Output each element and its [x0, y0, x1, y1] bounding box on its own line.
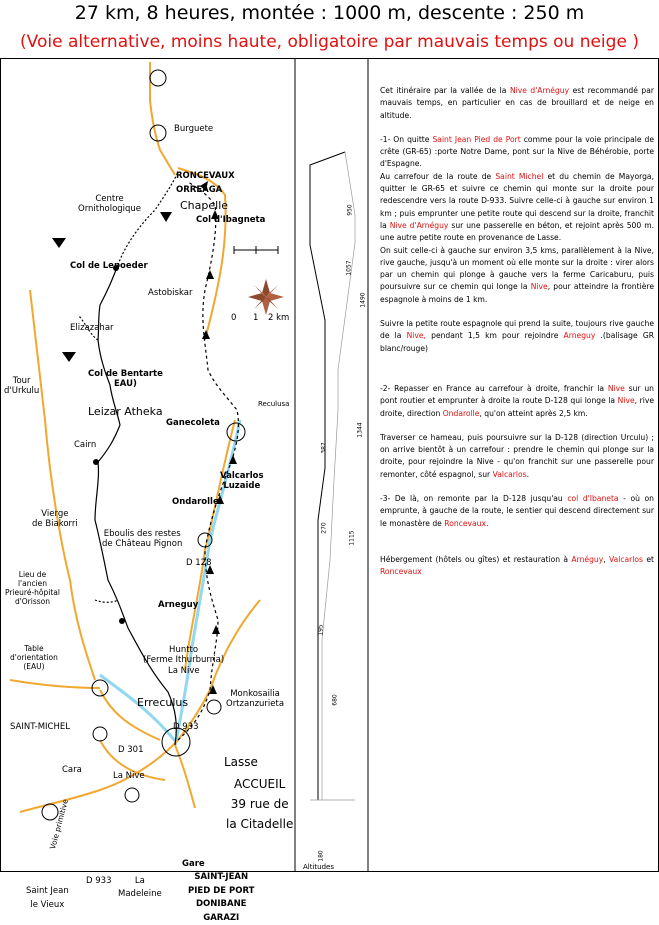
text-run: -1- On quitte: [380, 134, 433, 144]
text-run: , pour atteindre la frontière espagnole à moins de 1 km.: [380, 282, 654, 304]
text-run: .: [526, 469, 530, 479]
compass-rose-icon: [248, 279, 284, 315]
label-la-madeleine: La Madeleine: [118, 876, 162, 899]
place-highlight: Arnéguy: [571, 554, 604, 564]
profile-alt-10: 180: [317, 850, 325, 862]
label-vierge-biakorri: Vierge de Biakorri: [32, 509, 78, 529]
text-run: .: [485, 518, 489, 528]
desc-p7: [380, 432, 654, 481]
place-highlight: Nive,: [406, 331, 426, 341]
text-run: et du chemin de Mayorga, quitter le GR-65 et suivre ce chemin qui monte sur la droite pour redescendre vers la route D-933. Suivre celle-ci à gauche sur environ 1 km ; puis emprunter une petite route qui descend sur la droite, franchit la: [380, 171, 654, 230]
profile-alt-8: 195: [317, 624, 325, 636]
place-highlight: Nive d'Arnéguy: [389, 220, 449, 230]
label-valcarlos: Valcarlos Luzaide: [220, 471, 264, 491]
scale-tick-2: 2 km: [268, 313, 290, 323]
label-arneguy: Arneguy: [158, 600, 199, 610]
label-accueil: ACCUEIL 39 rue de la Citadelle: [226, 777, 294, 831]
label-burguete: Burguete: [174, 124, 214, 134]
text-run: et: [643, 554, 654, 564]
place-highlight: Roncevaux: [444, 518, 486, 528]
label-lasse: Lasse: [224, 755, 258, 769]
road-gare: [175, 745, 195, 808]
place-highlight: col d'Ibaneta: [567, 494, 619, 504]
text-run: -2- Repasser en France au carrefour à droite, franchir la: [380, 383, 608, 393]
place-highlight: Nive: [617, 396, 635, 406]
peak-astobiskar: [160, 212, 172, 222]
desc-p1: [380, 85, 654, 122]
text-run: Au carrefour de la route de: [380, 171, 496, 181]
label-ondarolle: Ondarolle: [172, 497, 219, 507]
text-run: ,: [603, 554, 609, 564]
text-run: comme pour la voie principale de crête (GR-65) :porte Notre Dame, pont sur la Nive de Béhérobie, porte d'Espagne.: [380, 134, 655, 169]
profile-alt-4: 1344: [356, 422, 364, 438]
text-run: Suivre la petite route espagnole qui prend la suite, toujours rive gauche de la: [380, 319, 654, 341]
label-elizazahar: Elizazahar: [70, 323, 114, 333]
label-tour-urkulu: Tour d'Urkulu: [4, 376, 40, 396]
river-nive: [100, 420, 240, 742]
desc-p6: [380, 383, 654, 420]
label-d128: D 128: [186, 558, 212, 568]
label-cairn: Cairn: [74, 440, 97, 450]
place-highlight: Roncevaux: [380, 567, 422, 577]
village-burguete: [150, 70, 166, 86]
label-leizar-atheka: Leizar Atheka: [88, 405, 163, 418]
village-lasse: [207, 700, 221, 714]
text-run: .(balisage GR blanc/rouge): [380, 331, 655, 353]
label-col-lepoeder: Col de Lepoeder: [70, 261, 148, 271]
road-saint-michel: [10, 680, 100, 688]
desc-p9: [380, 554, 654, 579]
label-saint-michel: SAINT-MICHEL: [10, 722, 70, 732]
text-run: est recommandé par mauvais temps, en particulier en cas de brouillard et de neige en altitude.: [380, 86, 654, 120]
profile-alt-7: 1115: [348, 530, 356, 546]
label-col-bentarte: Col de Bentarte EAU): [88, 369, 163, 389]
label-huntto: Huntto (Ferme Ithurburria): [143, 645, 225, 665]
desc-p8: [380, 493, 654, 530]
scale-tick-1: 1: [253, 313, 259, 323]
label-table-orientation: Table d'orientation (EAU): [10, 644, 58, 671]
place-highlight: Valcarlos: [608, 554, 643, 564]
text-run: sur un pont routier et emprunter à droite la route D-128 qui longe la: [380, 383, 654, 406]
text-run: Hébergement (hôtels ou gîtes) et restauration à: [380, 554, 572, 564]
place-highlight: Nive d'Arnéguy: [509, 86, 570, 95]
dot-vierge: [93, 459, 99, 465]
label-orreaga: ORREAGA: [176, 185, 223, 195]
peak-urkulu: [62, 352, 76, 362]
desc-p2: [380, 134, 654, 171]
place-highlight: Saint Michel: [495, 171, 544, 181]
dot-erreculus: [119, 618, 125, 624]
text-run: sur une passerelle en béton, et rejoint après 500 m. une autre petite route en provenance de Lasse.: [380, 220, 655, 243]
description-panel: [380, 85, 654, 591]
profile-alt-1: 950: [346, 204, 354, 216]
page-title: 27 km, 8 heures, montée : 1000 m, descente : 250 m: [74, 2, 585, 24]
text-run: -3- De là, on remonte par la D-128 jusqu'au: [380, 494, 568, 504]
village-roncevaux: [150, 125, 166, 141]
scale-bar: [234, 246, 278, 254]
road-burguete-roncevaux: [150, 62, 175, 175]
place-highlight: Arneguy: [563, 331, 596, 341]
text-run: - où on emprunte, à gauche de la route, le sentier qui descend directement sur le monastère de: [380, 494, 654, 528]
scale-tick-0: 0: [231, 313, 237, 323]
place-highlight: Nive: [530, 282, 548, 292]
profile-alt-9: 680: [331, 694, 339, 706]
label-roncevaux: RONCEVAUX: [176, 171, 235, 181]
label-lieu-prieure: Lieu de l'ancien Prieuré-hôpital d'Orisson: [5, 570, 60, 606]
label-d301: D 301: [118, 745, 144, 755]
desc-p4: [380, 245, 654, 306]
label-erreculus: Erreculus: [137, 696, 189, 709]
label-d933-2: D 933: [86, 876, 112, 886]
label-ganecoleta: Ganecoleta: [166, 418, 220, 428]
label-la-nive-2: La Nive: [113, 771, 145, 781]
place-highlight: Nive: [607, 383, 625, 393]
profile-alt-5: 387: [320, 442, 328, 454]
page-subtitle: (Voie alternative, moins haute, obligatoire par mauvais temps ou neige ): [20, 32, 639, 52]
label-saint-jean-vieux: Saint Jean le Vieux: [26, 886, 69, 910]
desc-p5: [380, 318, 654, 355]
text-run: , rive droite, direction: [380, 396, 654, 418]
profile-alt-3: 1490: [359, 292, 367, 308]
desc-p3: [380, 171, 654, 245]
label-d933-1: D 933: [173, 722, 199, 732]
label-saint-jean: SAINT-JEAN PIED DE PORT DONIBANE GARAZI: [188, 872, 255, 923]
label-col-ibagneta: Col d'Ibagneta: [196, 215, 266, 225]
profile-axis-label: Altitudes: [303, 863, 335, 871]
text-run: Cet itinéraire par la vallée de la: [380, 86, 510, 95]
label-eboulis: Eboulis des restes de Château Pignon: [102, 529, 183, 549]
label-astobiskar: Astobiskar: [148, 288, 193, 298]
text-run: pendant 1,5 km pour rejoindre: [425, 331, 564, 341]
label-cara: Cara: [62, 765, 82, 775]
place-highlight: Saint Jean Pied de Port: [432, 134, 521, 144]
village-cara: [93, 727, 107, 741]
text-run: Traverser ce hameau, puis poursuivre sur la D-128 (direction Urculu) ; on arrive bientôt à un carrefour : prendre le chemin qui plonge sur la droite, pour rejoindre la Nive - qu'on franchit sur une passerelle pour remonter, côté espagnol, sur: [380, 432, 654, 479]
profile-alt-6: 270: [320, 522, 328, 534]
trail-crest: [95, 265, 176, 745]
label-la-nive-1: La Nive: [168, 666, 200, 676]
label-gare: Gare: [182, 859, 205, 869]
place-highlight: Ondarolle: [442, 408, 480, 418]
label-voie-primitive: Voie primitive: [48, 798, 71, 851]
village-madeleine: [125, 788, 139, 802]
peak-lepoeder: [52, 238, 66, 248]
place-highlight: Valcarlos: [492, 469, 527, 479]
label-centre-ornitho: Centre Ornithologique: [78, 194, 142, 214]
text-run: , qu'on atteint après 2,5 km.: [479, 408, 588, 418]
label-reculusa: Reculusa: [258, 400, 290, 408]
label-chapelle: Chapelle: [180, 199, 229, 212]
label-monkosailia: Monkosailia Ortzanzurieta: [226, 689, 285, 709]
road-west: [30, 290, 95, 680]
profile-alt-2: 1057: [345, 260, 353, 276]
text-run: On suit celle-ci à gauche sur environ 3,5 kms, parallèlement à la Nive, rive gauche, jusqu'à un moment où elle monte sur la droite : virer alors par un chemin qui plonge à gauche vers la ferme Caricaburu, puis poursuivre sur ce chemin qui longe la: [380, 245, 654, 292]
